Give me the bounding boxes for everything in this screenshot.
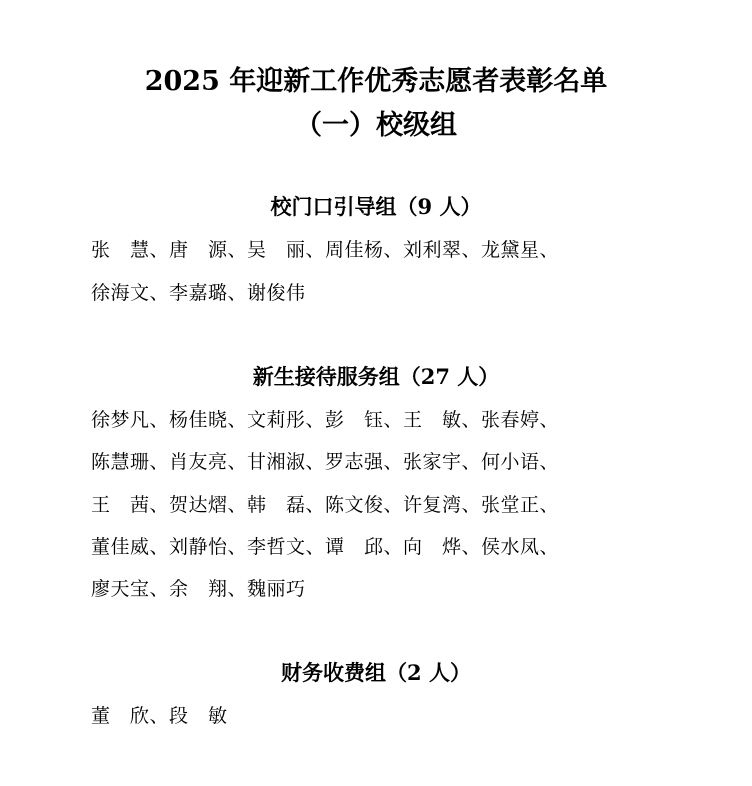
name-list-line: 陈慧珊、肖友亮、甘湘淑、罗志强、张家宇、何小语、	[91, 451, 560, 473]
name-list-line: 董 欣、段 敏	[91, 705, 228, 727]
name-list-line: 董佳威、刘静怡、李哲文、谭 邱、向 烨、侯水凤、	[91, 536, 560, 558]
section-heading: 财务收费组（2 人）	[281, 660, 471, 685]
name-list-line: 徐海文、李嘉璐、谢俊伟	[91, 282, 306, 304]
name-list-line: 廖天宝、余 翔、魏丽巧	[91, 578, 306, 600]
name-list-line: 王 茜、贺达熠、韩 磊、陈文俊、许复湾、张堂正、	[91, 494, 560, 516]
name-list-line: 徐梦凡、杨佳晓、文莉彤、彭 钰、王 敏、张春婷、	[91, 409, 560, 431]
document-title-line-1: 2025 年迎新工作优秀志愿者表彰名单	[144, 66, 608, 97]
name-list-line: 张 慧、唐 源、吴 丽、周佳杨、刘利翠、龙黛星、	[91, 239, 560, 261]
document-title-line-2: （一）校级组	[295, 110, 457, 141]
section-heading: 校门口引导组（9 人）	[270, 194, 482, 219]
section-heading: 新生接待服务组（27 人）	[252, 364, 500, 389]
